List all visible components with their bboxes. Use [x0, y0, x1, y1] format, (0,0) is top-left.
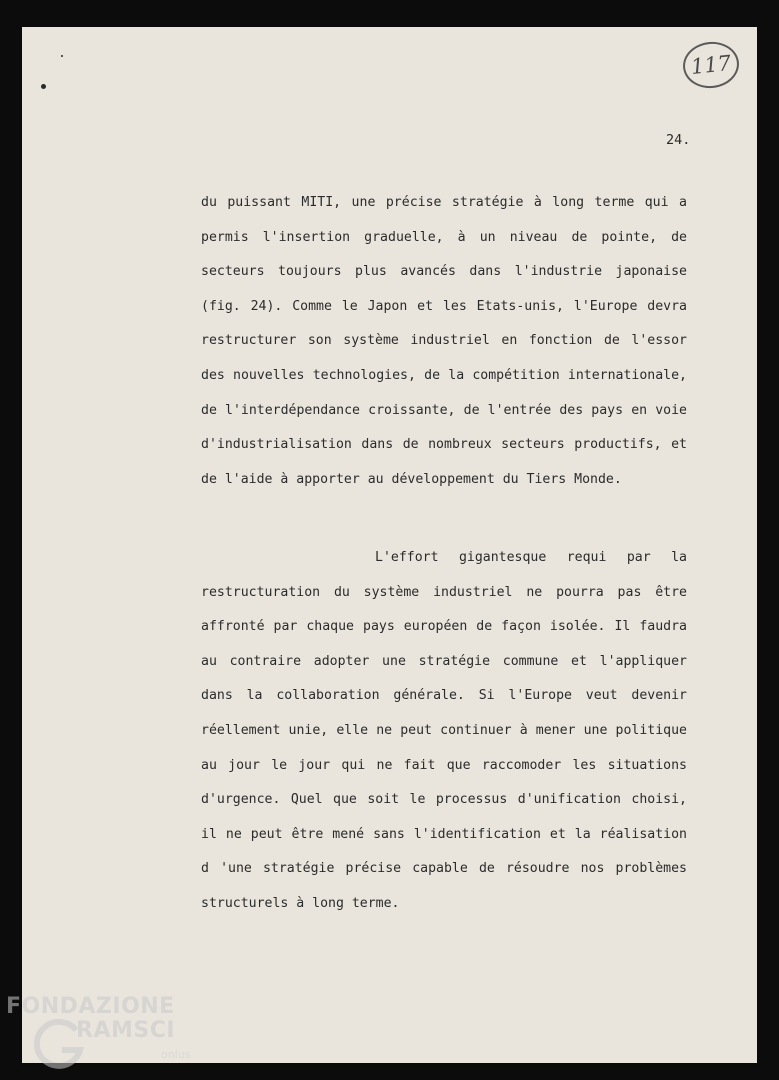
- paragraph-1: du puissant MITI, une précise stratégie à long terme qui a permis l'insertion graduelle, à un niveau de pointe, de secteurs toujours plus avancés dans l'industrie japonaise (fig. 24). Comme le Japon et les Etats-unis, l'Europe devra restructurer son système industriel en fonction de l'essor des nouvelles technologies, de la compétition internationale, de l'interdépendance croissante, de l'entrée des pays en voie d'industrialisation dans de nombreux secteurs productifs, et de l'aide à apporter au développement du Tiers Monde.: [201, 195, 687, 487]
- fondazione-gramsci-watermark: [6, 994, 196, 1074]
- paragraph-2: [201, 541, 687, 922]
- page-number: 24.: [666, 132, 691, 148]
- ink-speck: [41, 84, 46, 89]
- watermark-line-3: onlus: [161, 1048, 191, 1061]
- archive-number-stamp: 117: [681, 39, 742, 91]
- watermark-line-2: RAMSCI: [76, 1018, 176, 1043]
- ink-speck: [61, 55, 63, 57]
- watermark-line-1: FONDAZIONE: [6, 994, 175, 1019]
- paragraph-2-text: L'effort gigantesque requi par la restructuration du système industriel ne pourra pas être affronté par chaque pays européen de façon isolée. Il faudra au contraire adopter une stratégie commune et l'appliquer dans la collaboration générale. Si l'Europe veut devenir réellement unie, elle ne peut continuer à mener une politique au jour le jour qui ne fait que raccomoder les situations d'urgence. Quel que soit le processus d'unification choisi, il ne peut être mené sans l'identification et la réalisation d 'une stratégie précise capable de résoudre nos problèmes structurels à long terme.: [201, 550, 687, 911]
